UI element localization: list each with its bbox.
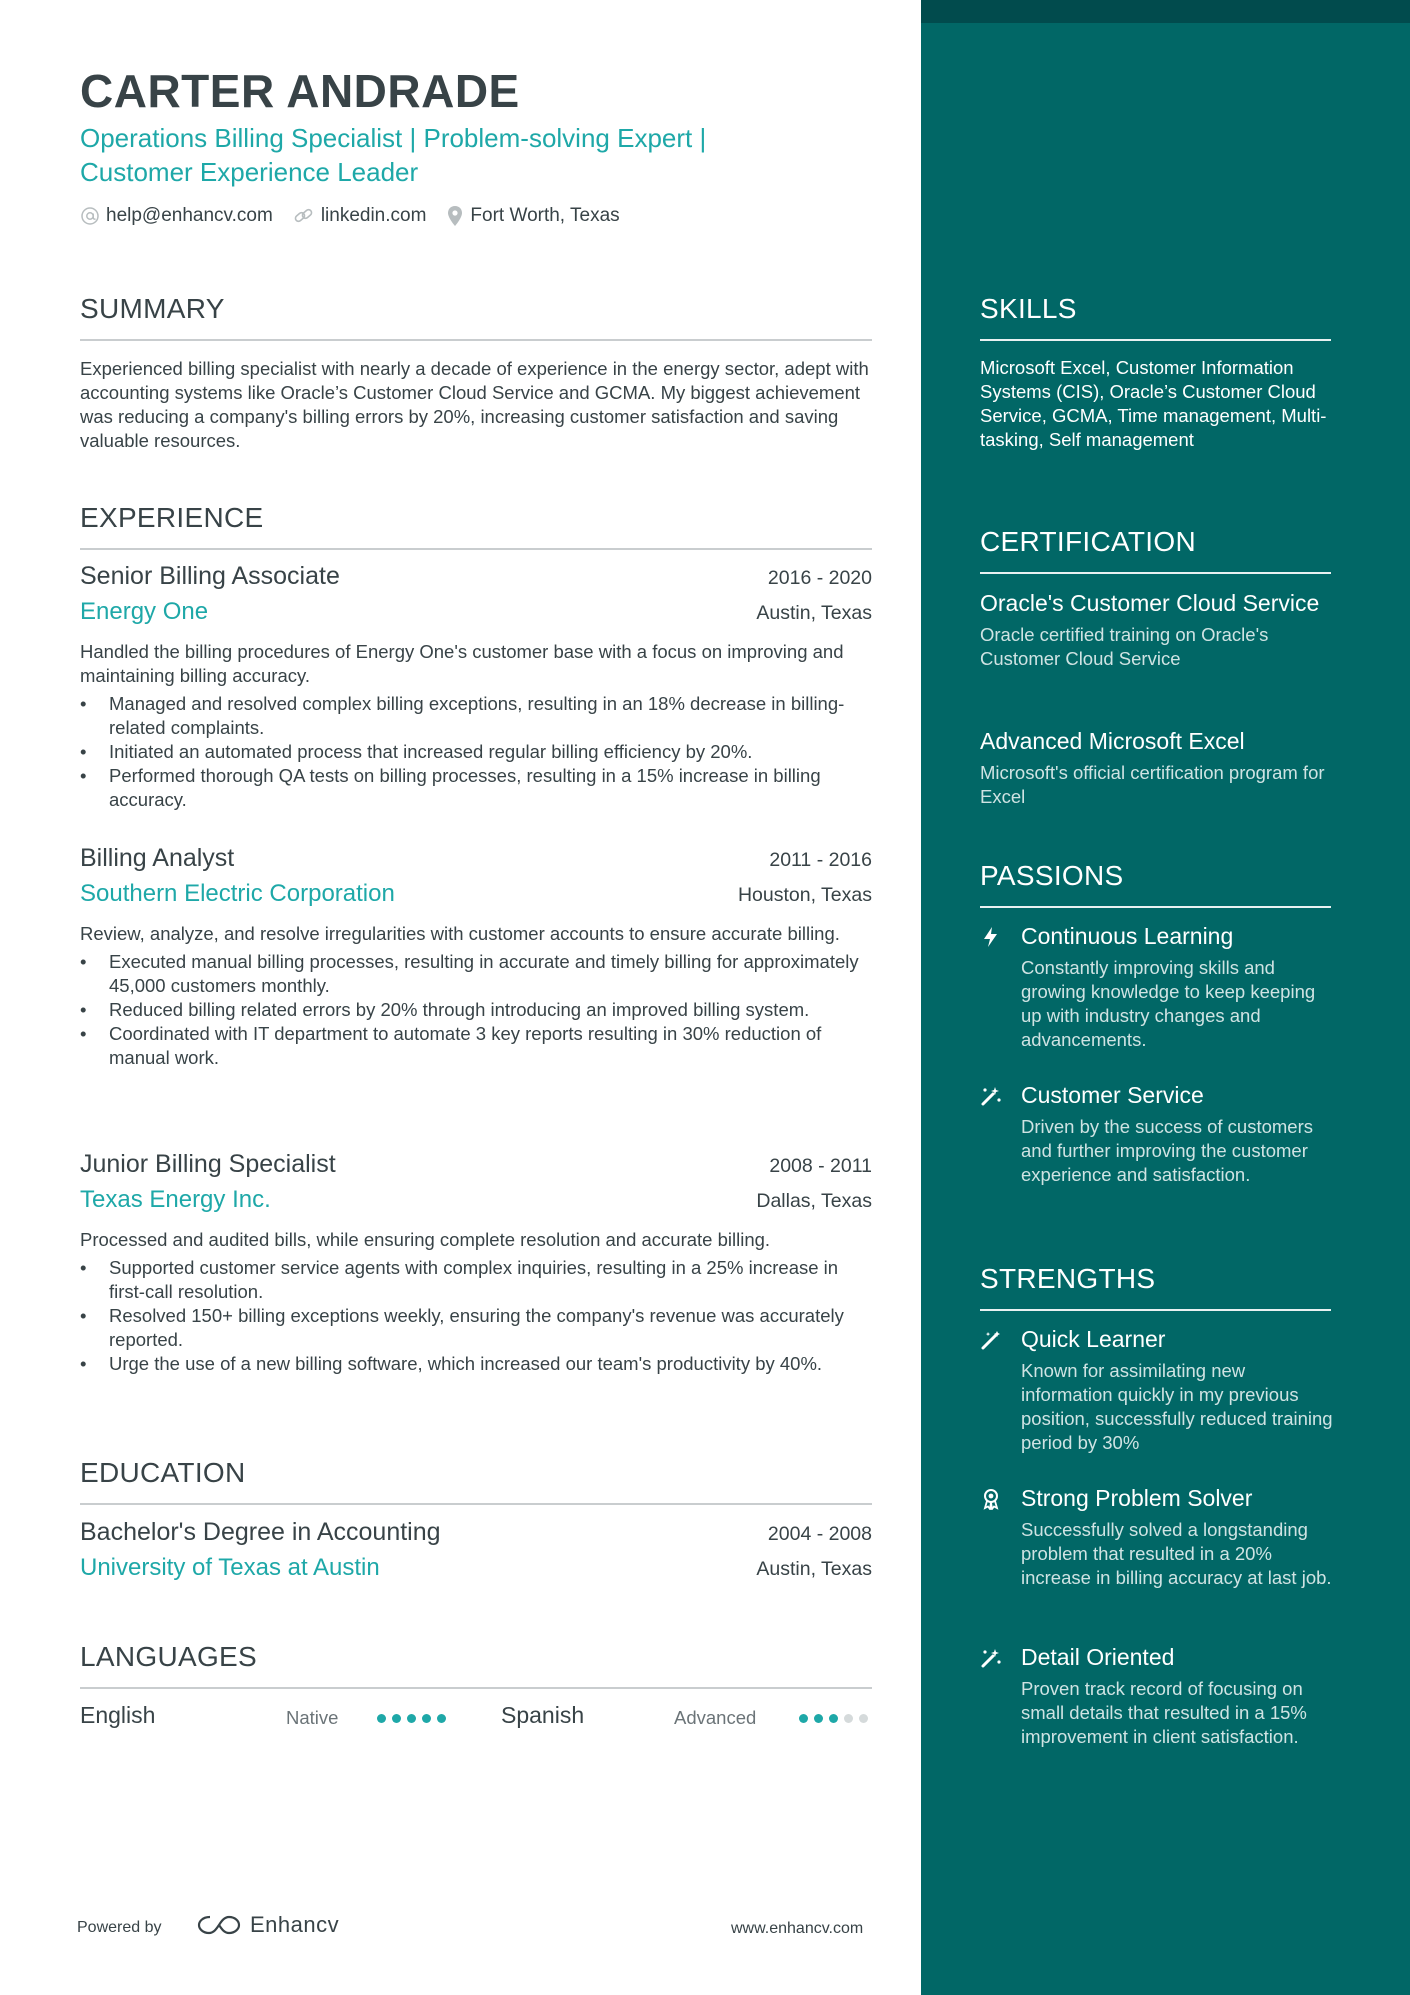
- education-location: Austin, Texas: [756, 1558, 872, 1580]
- job-bullet: • Initiated an automated process that increased regular billing efficiency by 20%.: [80, 740, 872, 764]
- job-location: Houston, Texas: [737, 884, 872, 906]
- job-description: Review, analyze, and resolve irregularities with customer accounts to ensure accurate billing.: [80, 923, 840, 944]
- job-company: Energy One: [80, 598, 209, 625]
- school: University of Texas at Austin: [80, 1554, 380, 1581]
- passions-divider: [980, 906, 1331, 908]
- headline-line-2: Customer Experience Leader: [80, 157, 419, 187]
- languages-list: [80, 1700, 872, 1736]
- brand-name: Enhancv: [250, 1912, 340, 1937]
- strengths-title: STRENGTHS: [980, 1263, 1156, 1294]
- magic-wand-icon: [980, 1647, 1002, 1669]
- strength-item: [980, 1325, 1336, 1455]
- job-entry: [80, 844, 872, 1070]
- strength-item: [980, 1643, 1336, 1749]
- job-bullet: • Reduced billing related errors by 20% through introducing an improved billing system.: [80, 998, 872, 1022]
- rating-dot-filled: [407, 1714, 416, 1723]
- job-description: Handled the billing procedures of Energy One's customer base with a focus on improving and maintaining billing accuracy.: [80, 641, 844, 686]
- strength-description: Proven track record of focusing on small details that resulted in a 15% improvement in client satisfaction.: [1021, 1678, 1307, 1747]
- skills-text: Microsoft Excel, Customer Information Systems (CIS), Oracle’s Customer Cloud Service, GCMA, Time management, Multi-tasking, Self management: [980, 357, 1327, 450]
- certification-item: [980, 727, 1336, 809]
- email-text: help@enhancv.com: [106, 205, 273, 226]
- job-entry: [80, 562, 872, 812]
- job-bullet: • Coordinated with IT department to automate 3 key reports resulting in 30% reduction of manual work.: [80, 1022, 872, 1070]
- enhancv-logo[interactable]: [196, 1912, 339, 1938]
- language-level: Native: [286, 1707, 339, 1728]
- job-bullet: • Supported customer service agents with complex inquiries, resulting in a 25% increase in first-call resolution.: [80, 1256, 872, 1304]
- strength-item: [980, 1484, 1336, 1590]
- job-company: Texas Energy Inc.: [80, 1186, 271, 1213]
- rating-dot-filled: [799, 1714, 808, 1723]
- link-icon: [293, 206, 315, 226]
- degree: Bachelor's Degree in Accounting: [80, 1518, 441, 1546]
- language-name: English: [80, 1702, 156, 1728]
- job-company: Southern Electric Corporation: [80, 880, 395, 907]
- languages-divider: [80, 1687, 872, 1689]
- passion-title: Continuous Learning: [1021, 923, 1234, 949]
- job-dates: 2011 - 2016: [769, 849, 872, 871]
- certification-name: Advanced Microsoft Excel: [980, 728, 1245, 754]
- rating-dot-filled: [422, 1714, 431, 1723]
- language-name: Spanish: [501, 1702, 585, 1728]
- language-rating: [377, 1714, 452, 1723]
- enhancv-logo-icon: [196, 1912, 242, 1938]
- certification-divider: [980, 572, 1331, 574]
- rating-dot-filled: [437, 1714, 446, 1723]
- job-title: Junior Billing Specialist: [80, 1150, 336, 1178]
- job-dates: 2016 - 2020: [767, 567, 872, 589]
- job-title: Billing Analyst: [80, 844, 235, 872]
- rating-dot-filled: [377, 1714, 386, 1723]
- certification-description: Microsoft's official certification program for Excel: [980, 762, 1325, 807]
- job-bullets: [80, 950, 872, 1070]
- award-medal-icon: [980, 1488, 1002, 1510]
- contact-link[interactable]: [293, 205, 427, 227]
- job-bullet: • Managed and resolved complex billing exceptions, resulting in an 18% decrease in billing-related complaints.: [80, 692, 872, 740]
- certification-title: CERTIFICATION: [980, 526, 1196, 557]
- languages-title: LANGUAGES: [80, 1641, 257, 1672]
- language-rating: [799, 1714, 874, 1723]
- strength-description: Successfully solved a longstanding problem that resulted in a 20% increase in billing accuracy at last job.: [1021, 1519, 1332, 1588]
- certification-description: Oracle certified training on Oracle's Customer Cloud Service: [980, 624, 1269, 669]
- rating-dot-empty: [859, 1714, 868, 1723]
- passions-title: PASSIONS: [980, 860, 1124, 891]
- passion-item: [980, 922, 1336, 1052]
- job-location: Austin, Texas: [756, 602, 872, 624]
- summary-text: Experienced billing specialist with nearly a decade of experience in the energy sector, adept with accounting systems like Oracle’s Customer Cloud Service and GCMA. My biggest achievement was reducing a company's billing errors by 20%, increasing customer satisfaction and saving valuable resources.: [80, 358, 869, 451]
- rating-dot-empty: [844, 1714, 853, 1723]
- contact-email[interactable]: [80, 205, 273, 227]
- magic-wand-icon: [980, 1085, 1002, 1107]
- candidate-name: CARTER ANDRADE: [80, 65, 520, 117]
- passion-item: [980, 1081, 1336, 1187]
- strength-description: Known for assimilating new information quickly in my previous position, successfully reduced training period by 30%: [1021, 1360, 1333, 1453]
- contact-location: [446, 205, 619, 227]
- link-text: linkedin.com: [320, 205, 427, 226]
- education-divider: [80, 1503, 872, 1505]
- headline-line-1: Operations Billing Specialist | Problem-solving Expert |: [80, 123, 707, 153]
- job-dates: 2008 - 2011: [769, 1155, 872, 1177]
- passion-description: Constantly improving skills and growing knowledge to keep keeping up with industry changes and advancements.: [1021, 957, 1316, 1050]
- strength-title: Quick Learner: [1021, 1326, 1166, 1352]
- passion-description: Driven by the success of customers and further improving the customer experience and satisfaction.: [1021, 1116, 1313, 1185]
- contact-bar: [80, 205, 640, 227]
- experience-divider: [80, 548, 872, 550]
- skills-divider: [980, 339, 1331, 341]
- passion-title: Customer Service: [1021, 1082, 1204, 1108]
- job-description: Processed and audited bills, while ensuring complete resolution and accurate billing.: [80, 1229, 771, 1250]
- location-text: Fort Worth, Texas: [470, 205, 620, 226]
- summary-title: SUMMARY: [80, 293, 225, 324]
- job-bullet: • Resolved 150+ billing exceptions weekly, ensuring the company's revenue was accurately reported.: [80, 1304, 872, 1352]
- lightning-bolt-icon: [980, 926, 1002, 948]
- education-title: EDUCATION: [80, 1457, 246, 1488]
- wand-icon: [980, 1329, 1002, 1351]
- strength-title: Detail Oriented: [1021, 1644, 1175, 1670]
- at-sign-icon: [80, 206, 100, 226]
- job-title: Senior Billing Associate: [80, 562, 340, 590]
- rating-dot-filled: [814, 1714, 823, 1723]
- job-bullets: [80, 1256, 872, 1376]
- experience-title: EXPERIENCE: [80, 502, 264, 533]
- education-entry: [80, 1518, 872, 1582]
- job-bullets: [80, 692, 872, 812]
- job-bullet: • Urge the use of a new billing software, which increased our team's productivity by 40%.: [80, 1352, 872, 1376]
- job-bullet: • Performed thorough QA tests on billing processes, resulting in a 15% increase in billing accuracy.: [80, 764, 872, 812]
- headline: [80, 121, 800, 189]
- sidebar-top-bar: [921, 0, 1410, 23]
- powered-by-label: Powered by: [77, 1919, 162, 1936]
- footer-url[interactable]: www.enhancv.com: [731, 1920, 864, 1937]
- rating-dot-filled: [829, 1714, 838, 1723]
- summary-divider: [80, 339, 872, 341]
- job-location: Dallas, Texas: [756, 1190, 872, 1212]
- rating-dot-filled: [392, 1714, 401, 1723]
- certification-item: [980, 589, 1336, 671]
- map-pin-icon: [446, 205, 464, 227]
- strength-title: Strong Problem Solver: [1021, 1485, 1253, 1511]
- certification-name: Oracle's Customer Cloud Service: [980, 590, 1320, 616]
- job-entry: [80, 1150, 872, 1376]
- skills-title: SKILLS: [980, 293, 1077, 324]
- language-level: Advanced: [674, 1707, 757, 1728]
- job-bullet: • Executed manual billing processes, resulting in accurate and timely billing for approximately 45,000 customers monthly.: [80, 950, 872, 998]
- education-dates: 2004 - 2008: [767, 1523, 872, 1545]
- sidebar: [921, 0, 1410, 1995]
- strengths-divider: [980, 1309, 1331, 1311]
